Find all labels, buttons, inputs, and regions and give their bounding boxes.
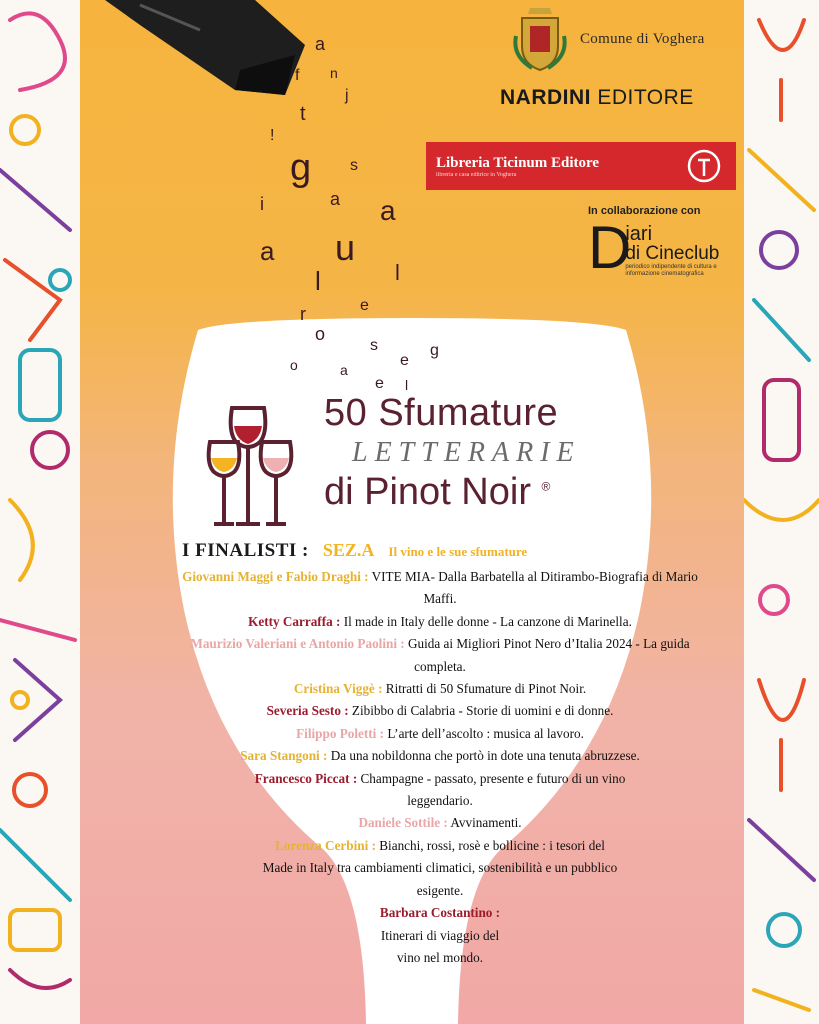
finalist-entry: [150, 768, 730, 813]
finalists-label: I FINALISTI :: [182, 540, 309, 561]
diari-line1: iari: [625, 223, 653, 245]
diari-initial: D: [588, 214, 632, 281]
nardini-bold: NARDINI: [500, 86, 591, 109]
finalist-author: Cristina Viggè :: [293, 681, 383, 697]
svg-text:a: a: [330, 189, 341, 209]
finalist-title: VITE MIA- Dalla Barbatella al Ditirambo-Biografia di Mario Maffi.: [371, 569, 698, 607]
svg-text:i: i: [260, 194, 264, 214]
finalist-entry: [150, 745, 730, 767]
svg-text:r: r: [300, 304, 306, 324]
event-poster: [80, 0, 744, 1024]
ticinum-name: Libreria Ticinum Editore: [436, 154, 600, 171]
svg-text:t: t: [300, 103, 306, 125]
finalist-title: Zibibbo di Calabria - Storie di uomini e di donne.: [351, 703, 614, 719]
svg-text:e: e: [360, 297, 369, 314]
svg-text:u: u: [335, 227, 356, 268]
finalist-title: Da una nobildonna che portò in dote una tenuta abruzzese.: [330, 748, 640, 764]
finalist-title: L’arte dell’ascolto : musica al lavoro.: [387, 725, 584, 741]
diari-di-cineclub-logo: [588, 214, 725, 281]
ticinum-logo-icon: [686, 148, 722, 184]
nardini-editore-logo: [500, 86, 694, 110]
finalist-entry: [150, 835, 730, 902]
finalist-entry: [150, 611, 730, 633]
event-title: [324, 392, 581, 514]
finalist-title: Champagne - passato, presente e futuro di un vino leggendario.: [360, 770, 626, 809]
comune-label: Comune di Voghera: [580, 30, 705, 47]
decorative-pattern-right: [744, 0, 819, 1024]
ticinum-banner: [426, 142, 736, 190]
finalist-author: Ketty Carraffa :: [248, 613, 341, 629]
finalist-title: Avvinamenti.: [450, 815, 522, 831]
falling-letters-decoration: [230, 20, 490, 400]
svg-text:g: g: [290, 147, 312, 189]
svg-text:g: g: [430, 342, 439, 359]
diari-line2: di Cineclub: [625, 243, 720, 264]
svg-text:a: a: [340, 362, 348, 378]
finalist-author: Barbara Costantino :: [379, 905, 501, 921]
finalist-title: Bianchi, rossi, rosè e bollicine : i tesori del Made in Italy tra cambiamenti climatici, sostenibilità e un pubblico esigente.: [262, 837, 618, 898]
diari-description: periodico indipendente di cultura e informazione cinematografica: [625, 264, 717, 277]
collaboration-label: In collaborazione con: [588, 205, 701, 217]
finalist-author: Francesco Piccat :: [254, 770, 358, 786]
title-line2: LETTERARIE: [352, 437, 581, 468]
svg-text:o: o: [290, 357, 298, 373]
svg-text:l: l: [405, 377, 409, 393]
svg-text:a: a: [380, 195, 396, 226]
finalist-author: Sara Stangoni :: [240, 748, 328, 764]
finalist-author: Severia Sesto :: [266, 703, 349, 719]
section-subtitle: Il vino e le sue sfumature: [388, 544, 528, 559]
decorative-pattern-left: [0, 0, 80, 1024]
svg-text:s: s: [350, 157, 358, 174]
ticinum-subtitle: libreria e casa editrice in Voghera: [436, 171, 517, 178]
finalist-entry: [150, 812, 730, 834]
svg-text:o: o: [315, 324, 326, 344]
finalist-entry: [150, 633, 730, 678]
svg-text:e: e: [375, 375, 384, 392]
finalist-title: Il made in Italy delle donne - La canzone di Marinella.: [343, 613, 632, 629]
wine-pattern-right: [744, 0, 819, 1024]
title-line3: [324, 471, 581, 514]
finalists-list: [150, 566, 730, 969]
comune-logo-block: [510, 4, 705, 74]
nardini-light: EDITORE: [597, 86, 694, 109]
finalist-title: Guida ai Migliori Pinot Nero d’Italia 2024 - La guida completa.: [407, 636, 690, 674]
finalist-author: Lorenza Cerbini :: [275, 837, 376, 853]
svg-text:l: l: [315, 266, 321, 296]
finalist-entry: [150, 566, 730, 611]
three-wine-glasses-logo: [206, 402, 302, 532]
finalist-author: Daniele Sottile :: [358, 815, 448, 831]
finalist-entry: [150, 700, 730, 722]
finalist-entry: [150, 678, 730, 700]
coat-of-arms-icon: [510, 6, 570, 72]
svg-text:f: f: [295, 67, 300, 84]
svg-text:l: l: [395, 260, 400, 285]
title-line3-text: di Pinot Noir: [324, 471, 531, 513]
svg-text:j: j: [345, 87, 349, 104]
svg-text:!: !: [270, 127, 275, 144]
finalist-entry: [150, 902, 730, 969]
svg-text:a: a: [315, 34, 326, 54]
finalist-author: Filippo Poletti :: [296, 725, 385, 741]
svg-text:n: n: [330, 65, 338, 81]
wine-pattern-left: [0, 0, 80, 1024]
section-label: SEZ.A: [322, 540, 375, 560]
registered-mark: ®: [541, 479, 551, 494]
title-line1: 50 Sfumature: [324, 392, 559, 434]
finalist-entry: [150, 723, 730, 745]
finalist-title: Ritratti di 50 Sfumature di Pinot Noir.: [385, 681, 587, 697]
svg-text:a: a: [260, 236, 275, 266]
finalists-header: [182, 540, 527, 562]
svg-text:e: e: [400, 352, 409, 369]
svg-text:s: s: [370, 337, 378, 354]
finalist-author: Giovanni Maggi e Fabio Draghi :: [182, 569, 369, 584]
finalist-author: Maurizio Valeriani e Antonio Paolini :: [190, 636, 405, 652]
finalist-title: Itinerari di viaggio del vino nel mondo.: [380, 927, 500, 965]
